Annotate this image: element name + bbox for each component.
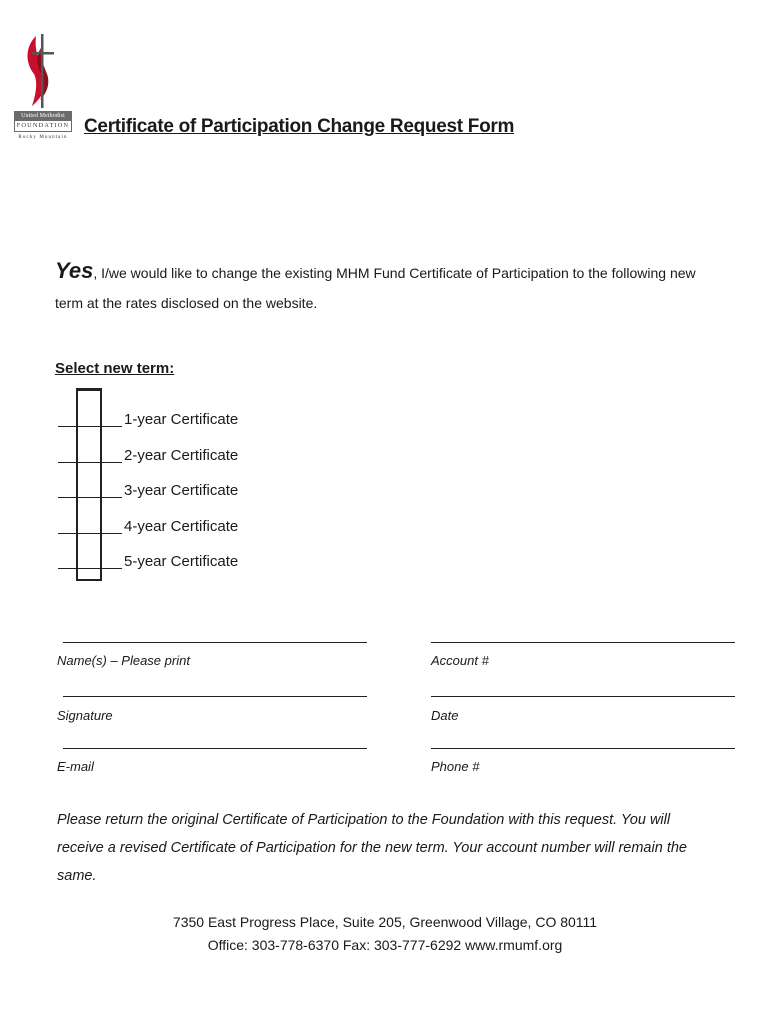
term-checkbox-4-year[interactable] xyxy=(58,533,122,534)
select-term-label: Select new term: xyxy=(55,360,175,377)
intro-paragraph xyxy=(55,256,715,318)
names-field[interactable] xyxy=(63,642,367,643)
term-label: 1-year Certificate xyxy=(124,411,239,428)
organization-wordmark xyxy=(14,111,72,140)
date-label: Date xyxy=(431,708,459,723)
footer-address: 7350 East Progress Place, Suite 205, Greenwood Village, CO 80111 xyxy=(172,914,598,930)
phone-label: Phone # xyxy=(431,759,480,774)
term-checkbox-column xyxy=(76,388,102,581)
phone-field[interactable] xyxy=(431,748,735,749)
term-checkbox-1-year[interactable] xyxy=(58,426,122,427)
intro-yes: Yes xyxy=(55,258,94,283)
form-title: Certificate of Participation Change Request Form xyxy=(84,116,515,137)
account-field[interactable] xyxy=(431,642,735,643)
term-label: 2-year Certificate xyxy=(124,447,239,464)
return-instructions: Please return the original Certificate of Participation to the Foundation with this request. You will receive a revised Certificate of Participation for the new term. Your account number will remain the same. xyxy=(57,812,687,884)
term-checkbox-5-year[interactable] xyxy=(58,568,122,569)
date-field[interactable] xyxy=(431,696,735,697)
organization-name-line1: United Methodist xyxy=(14,111,72,121)
intro-text: , I/we would like to change the existing MHM Fund Certificate of Participation to the following new term at the rates disclosed on the website. xyxy=(55,265,696,311)
signature-label: Signature xyxy=(57,708,113,723)
logo xyxy=(14,30,74,110)
organization-name-line2: FOUNDATION xyxy=(14,121,72,132)
email-label: E-mail xyxy=(57,759,94,774)
footer-contact: Office: 303-778-6370 Fax: 303-777-6292 www.rmumf.org xyxy=(207,937,563,953)
names-label: Name(s) – Please print xyxy=(57,653,190,668)
term-checkbox-2-year[interactable] xyxy=(58,462,122,463)
email-field[interactable] xyxy=(63,748,367,749)
account-label: Account # xyxy=(431,653,489,668)
signature-field[interactable] xyxy=(63,696,367,697)
organization-name-line3: Rocky Mountain xyxy=(18,135,68,141)
term-label: 5-year Certificate xyxy=(124,553,239,570)
term-label: 3-year Certificate xyxy=(124,482,239,499)
term-label: 4-year Certificate xyxy=(124,518,239,535)
cross-and-flame-icon xyxy=(14,30,64,110)
term-checkbox-3-year[interactable] xyxy=(58,497,122,498)
